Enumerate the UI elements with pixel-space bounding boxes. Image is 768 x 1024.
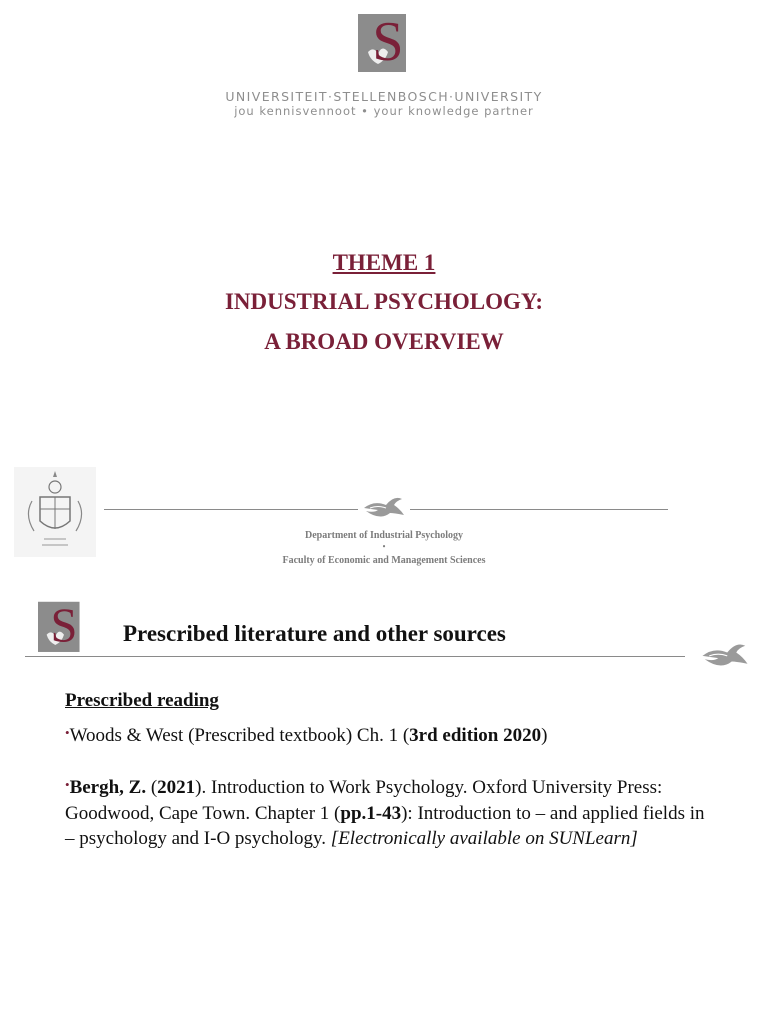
stellenbosch-logo-small [38, 600, 83, 652]
theme-label: THEME 1 [332, 250, 436, 275]
section-heading: Prescribed reading [65, 690, 219, 711]
faculty-name: Faculty of Economic and Management Sciences [282, 555, 486, 566]
reference-item [65, 772, 710, 852]
university-name: UNIVERSITEIT·STELLENBOSCH·UNIVERSITY [225, 89, 543, 104]
theme-title-line-1: INDUSTRIAL PSYCHOLOGY: [224, 289, 544, 314]
slide-title: Prescribed literature and other sources [123, 621, 506, 646]
bullet: • [65, 777, 70, 792]
reference-author: Bergh, Z. [69, 777, 147, 798]
title-rule [25, 656, 685, 657]
reference-paren: ( [146, 777, 158, 798]
divider-line-right [410, 509, 668, 510]
department-name: Department of Industrial Psychology [304, 530, 464, 541]
divider-line-left [104, 509, 358, 510]
fish-emblem-icon [698, 638, 752, 676]
reference-text: Woods & West (Prescribed textbook) Ch. 1 ( [69, 724, 410, 746]
footer-separator: • [382, 542, 386, 551]
reference-item [65, 720, 710, 749]
stellenbosch-logo [358, 12, 410, 72]
reference-text-end: ) [541, 724, 548, 746]
reading-list [65, 688, 710, 852]
reference-availability-note: [Electronically available on SUNLearn] [330, 828, 638, 849]
reference-text-2: ): Introduction to – and applied fields in – psychology and I-O psychology. [65, 802, 705, 849]
logo-letter: S [50, 600, 78, 652]
reference-text: ). Introduction to Work Psychology. Oxford University Press: Goodwood, Cape Town. Chapter 1 ( [65, 777, 663, 824]
fish-emblem-icon [360, 494, 408, 524]
bullet: • [65, 724, 70, 740]
logo-letter: S [372, 12, 404, 72]
university-tagline: jou kennisvennoot • your knowledge partner [234, 104, 534, 118]
reference-edition: 3rd edition 2020 [409, 724, 542, 746]
reference-year: 2021 [157, 777, 196, 798]
reference-pages: pp.1-43 [340, 802, 402, 824]
theme-title-line-2: A BROAD OVERVIEW [264, 329, 504, 354]
